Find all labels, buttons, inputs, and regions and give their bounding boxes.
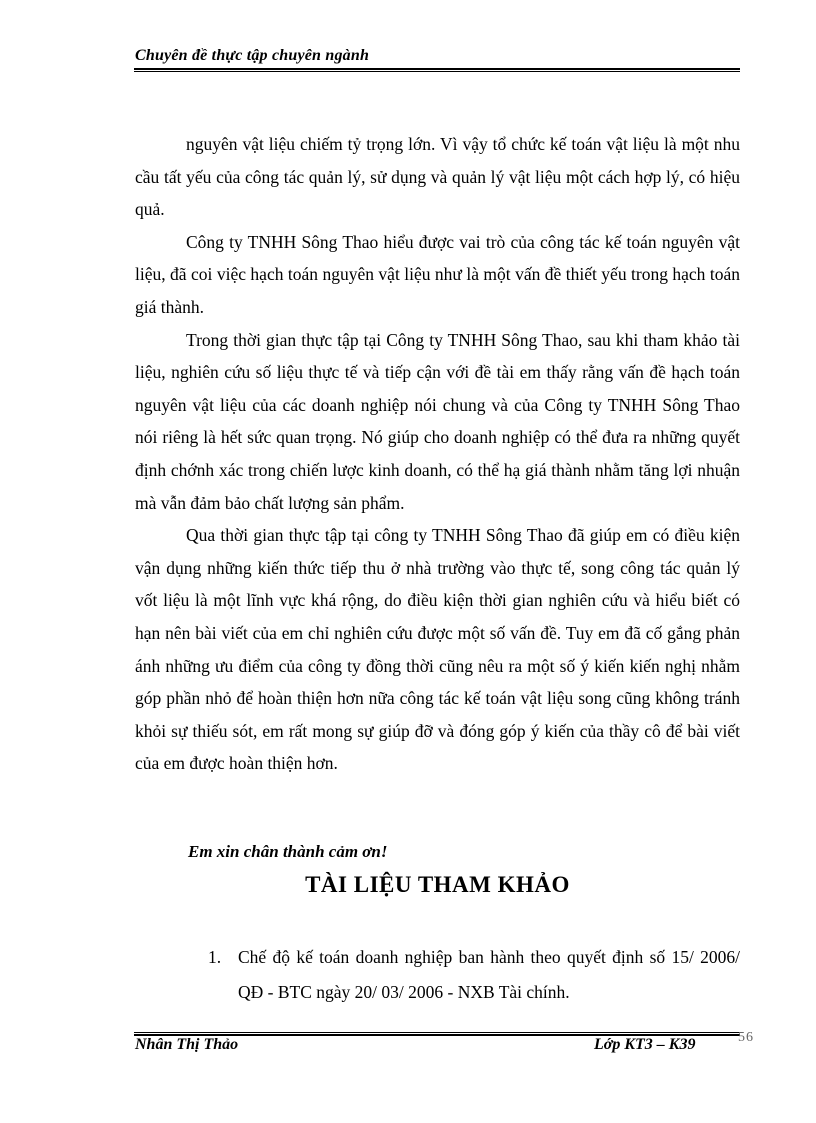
page-header-title: Chuyên đề thực tập chuyên ngành <box>135 47 370 64</box>
references-list <box>208 940 740 1010</box>
reference-number: 1. <box>208 947 222 967</box>
footer-author: Nhân Thị Thảo <box>135 1036 239 1053</box>
paragraph-2: Công ty TNHH Sông Thao hiểu được vai trò của công tác kế toán nguyên vật liệu, đã coi việc hạch toán nguyên vật liệu như là một vấn đề thiết yếu trong hạch toán giá thành. <box>135 231 740 317</box>
paragraph-4: Qua thời gian thực tập tại công ty TNHH Sông Thao đã giúp em có điều kiện vận dụng những kiến thức tiếp thu ở nhà trường vào thực tế, song công tác quản lý vốt liệu là một lĩnh vực khá rộng, do điều kiện thời gian nghiên cứu và hiểu biết có hạn nên bài viết của em chỉ nghiên cứu được một số vấn đề. Tuy em đã cố gắng phản ánh những ưu điểm của công ty đồng thời cũng nêu ra một số ý kiến kiến nghị nhằm góp phần nhỏ để hoàn thiện hơn nữa công tác kế toán vật liệu song cũng không tránh khỏi sự thiếu sót, em rất mong sự giúp đỡ và đóng góp ý kiến của thầy cô để bài viết của em được hoàn thiện hơn. <box>135 525 740 774</box>
header-rule <box>134 68 740 72</box>
body-text <box>135 128 740 780</box>
reference-item <box>208 940 740 1010</box>
thanks-line: Em xin chân thành cảm ơn! <box>188 842 388 861</box>
reference-text: Chế độ kế toán doanh nghiệp ban hành theo quyết định số 15/ 2006/ QĐ - BTC ngày 20/ 03/ 2006 - NXB Tài chính. <box>238 947 740 1002</box>
paragraph-3: Trong thời gian thực tập tại Công ty TNHH Sông Thao, sau khi tham khảo tài liệu, nghiên cứu số liệu thực tế và tiếp cận với đề tài em thấy rằng vấn đề hạch toán nguyên vật liệu của các doanh nghiệp nói chung và của Công ty TNHH Sông Thao nói riêng là hết sức quan trọng. Nó giúp cho doanh nghiệp có thể đưa ra những quyết định chớnh xác trong chiến lược kinh doanh, có thể hạ giá thành nhằm tăng lợi nhuận mà vẫn đảm bảo chất lượng sản phẩm. <box>135 329 740 513</box>
footer-class: Lớp KT3 – K39 <box>594 1036 696 1053</box>
paragraph-1: nguyên vật liệu chiếm tỷ trọng lớn. Vì vậy tổ chức kế toán vật liệu là một nhu cầu tất yếu của công tác quản lý, sử dụng và quản lý vật liệu một cách hợp lý, có hiệu quả. <box>135 134 740 220</box>
page-number: 56 <box>738 1030 754 1045</box>
references-title: TÀI LIỆU THAM KHẢO <box>305 872 570 897</box>
